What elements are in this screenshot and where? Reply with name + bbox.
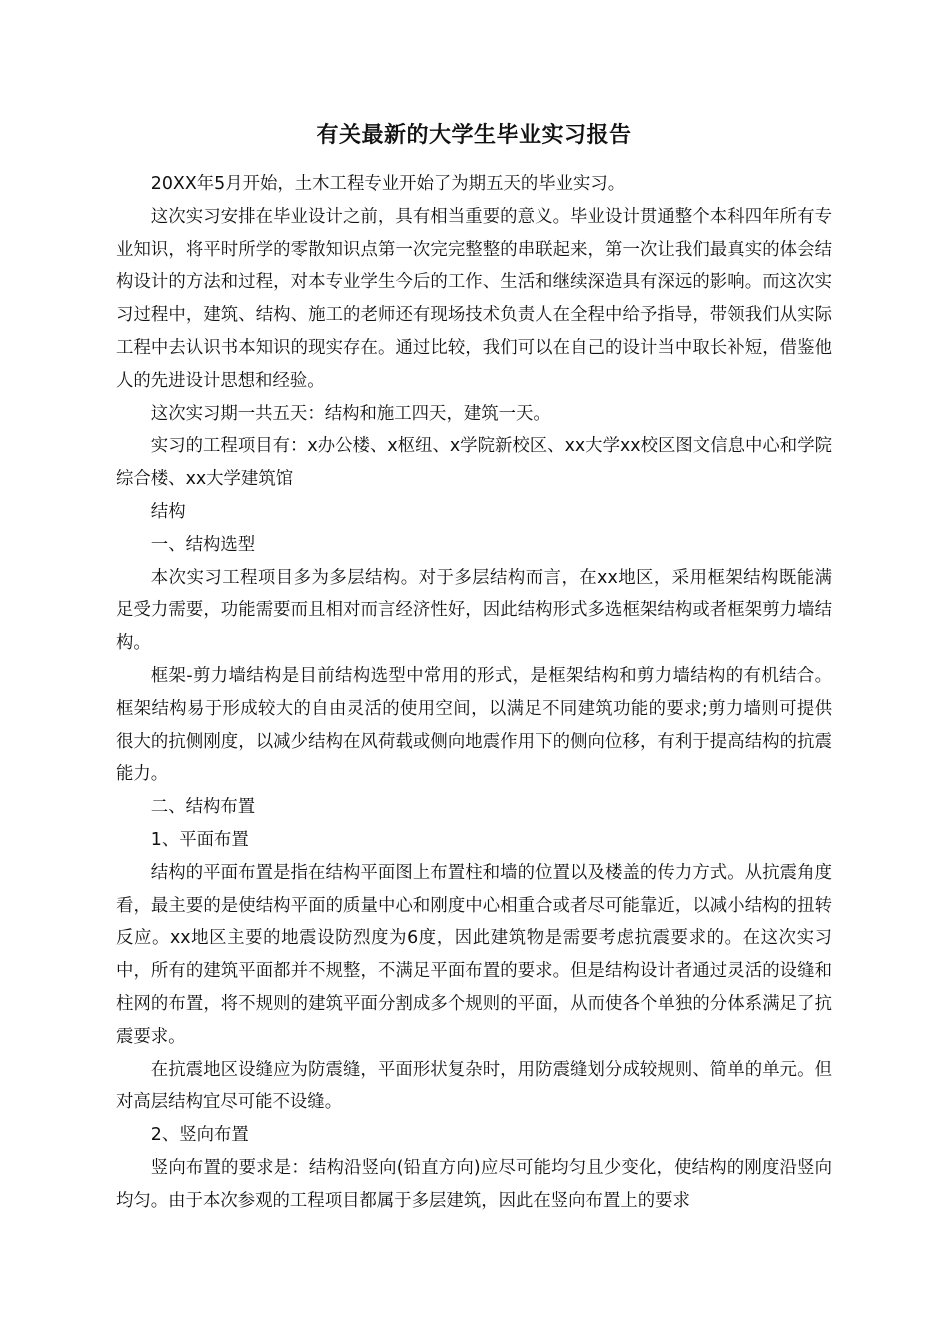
paragraph-vertical-layout: 竖向布置的要求是：结构沿竖向(铅直方向)应尽可能均匀且少变化，使结构的刚度沿竖向均匀。由于本次参观的工程项目都属于多层建筑，因此在竖向布置上的要求 [116,1157,832,1211]
paragraph-significance: 这次实习安排在毕业设计之前，具有相当重要的意义。毕业设计贯通整个本科四年所有专业知识，将平时所学的零散知识点第一次完完整整的串联起来，第一次让我们最真实的体会结构设计的方法和过程，对本专业学生今后的工作、生活和继续深造具有深远的影响。而这次实习过程中，建筑、结构、施工的老师还有现场技术负责人在全程中给予指导，带领我们从实际工程中去认识书本知识的现实存在。通过比较，我们可以在自己的设计当中取长补短，借鉴他人的先进设计思想和经验。 [116,206,832,391]
section-heading-structure: 结构 [150,501,186,522]
section-heading-selection: 一、结构选型 [150,534,256,555]
paragraph-projects: 实习的工程项目有：x办公楼、x枢纽、x学院新校区、xx大学xx校区图文信息中心和学院综合楼、xx大学建筑馆 [116,436,832,490]
document-title: 有关最新的大学生毕业实习报告 [316,123,632,148]
subsection-heading-plan: 1、平面布置 [150,829,249,850]
paragraph-intro: 20XX年5月开始，土木工程专业开始了为期五天的毕业实习。 [150,174,626,194]
paragraph-seismic-joint: 在抗震地区设缝应为防震缝，平面形状复杂时，用防震缝划分成较规则、简单的单元。但对高层结构宜尽可能不设缝。 [116,1059,832,1113]
paragraph-duration: 这次实习期一共五天：结构和施工四天，建筑一天。 [150,403,551,424]
paragraph-frame-shearwall: 框架-剪力墙结构是目前结构选型中常用的形式，是框架结构和剪力墙结构的有机结合。框架结构易于形成较大的自由灵活的使用空间，以满足不同建筑功能的要求;剪力墙则可提供很大的抗侧刚度，以减少结构在风荷载或侧向地震作用下的侧向位移，有利于提高结构的抗震能力。 [116,665,832,785]
paragraph-plan-layout: 结构的平面布置是指在结构平面图上布置柱和墙的位置以及楼盖的传力方式。从抗震角度看，最主要的是使结构平面的质量中心和刚度中心相重合或者尽可能靠近，以减小结构的扭转反应。xx地区主要的地震设防烈度为6度，因此建筑物是需要考虑抗震要求的。在这次实习中，所有的建筑平面都并不规整，不满足平面布置的要求。但是结构设计者通过灵活的设缝和柱网的布置，将不规则的建筑平面分割成多个规则的平面，从而使各个单独的分体系满足了抗震要求。 [116,862,832,1047]
document-body [116,168,832,1218]
section-heading-layout: 二、结构布置 [150,797,256,818]
subsection-heading-vertical: 2、竖向布置 [150,1125,249,1146]
paragraph-selection: 本次实习工程项目多为多层结构。对于多层结构而言，在xx地区，采用框架结构既能满足受力需要，功能需要而且相对而言经济性好，因此结构形式多选框架结构或者框架剪力墙结构。 [116,567,832,654]
